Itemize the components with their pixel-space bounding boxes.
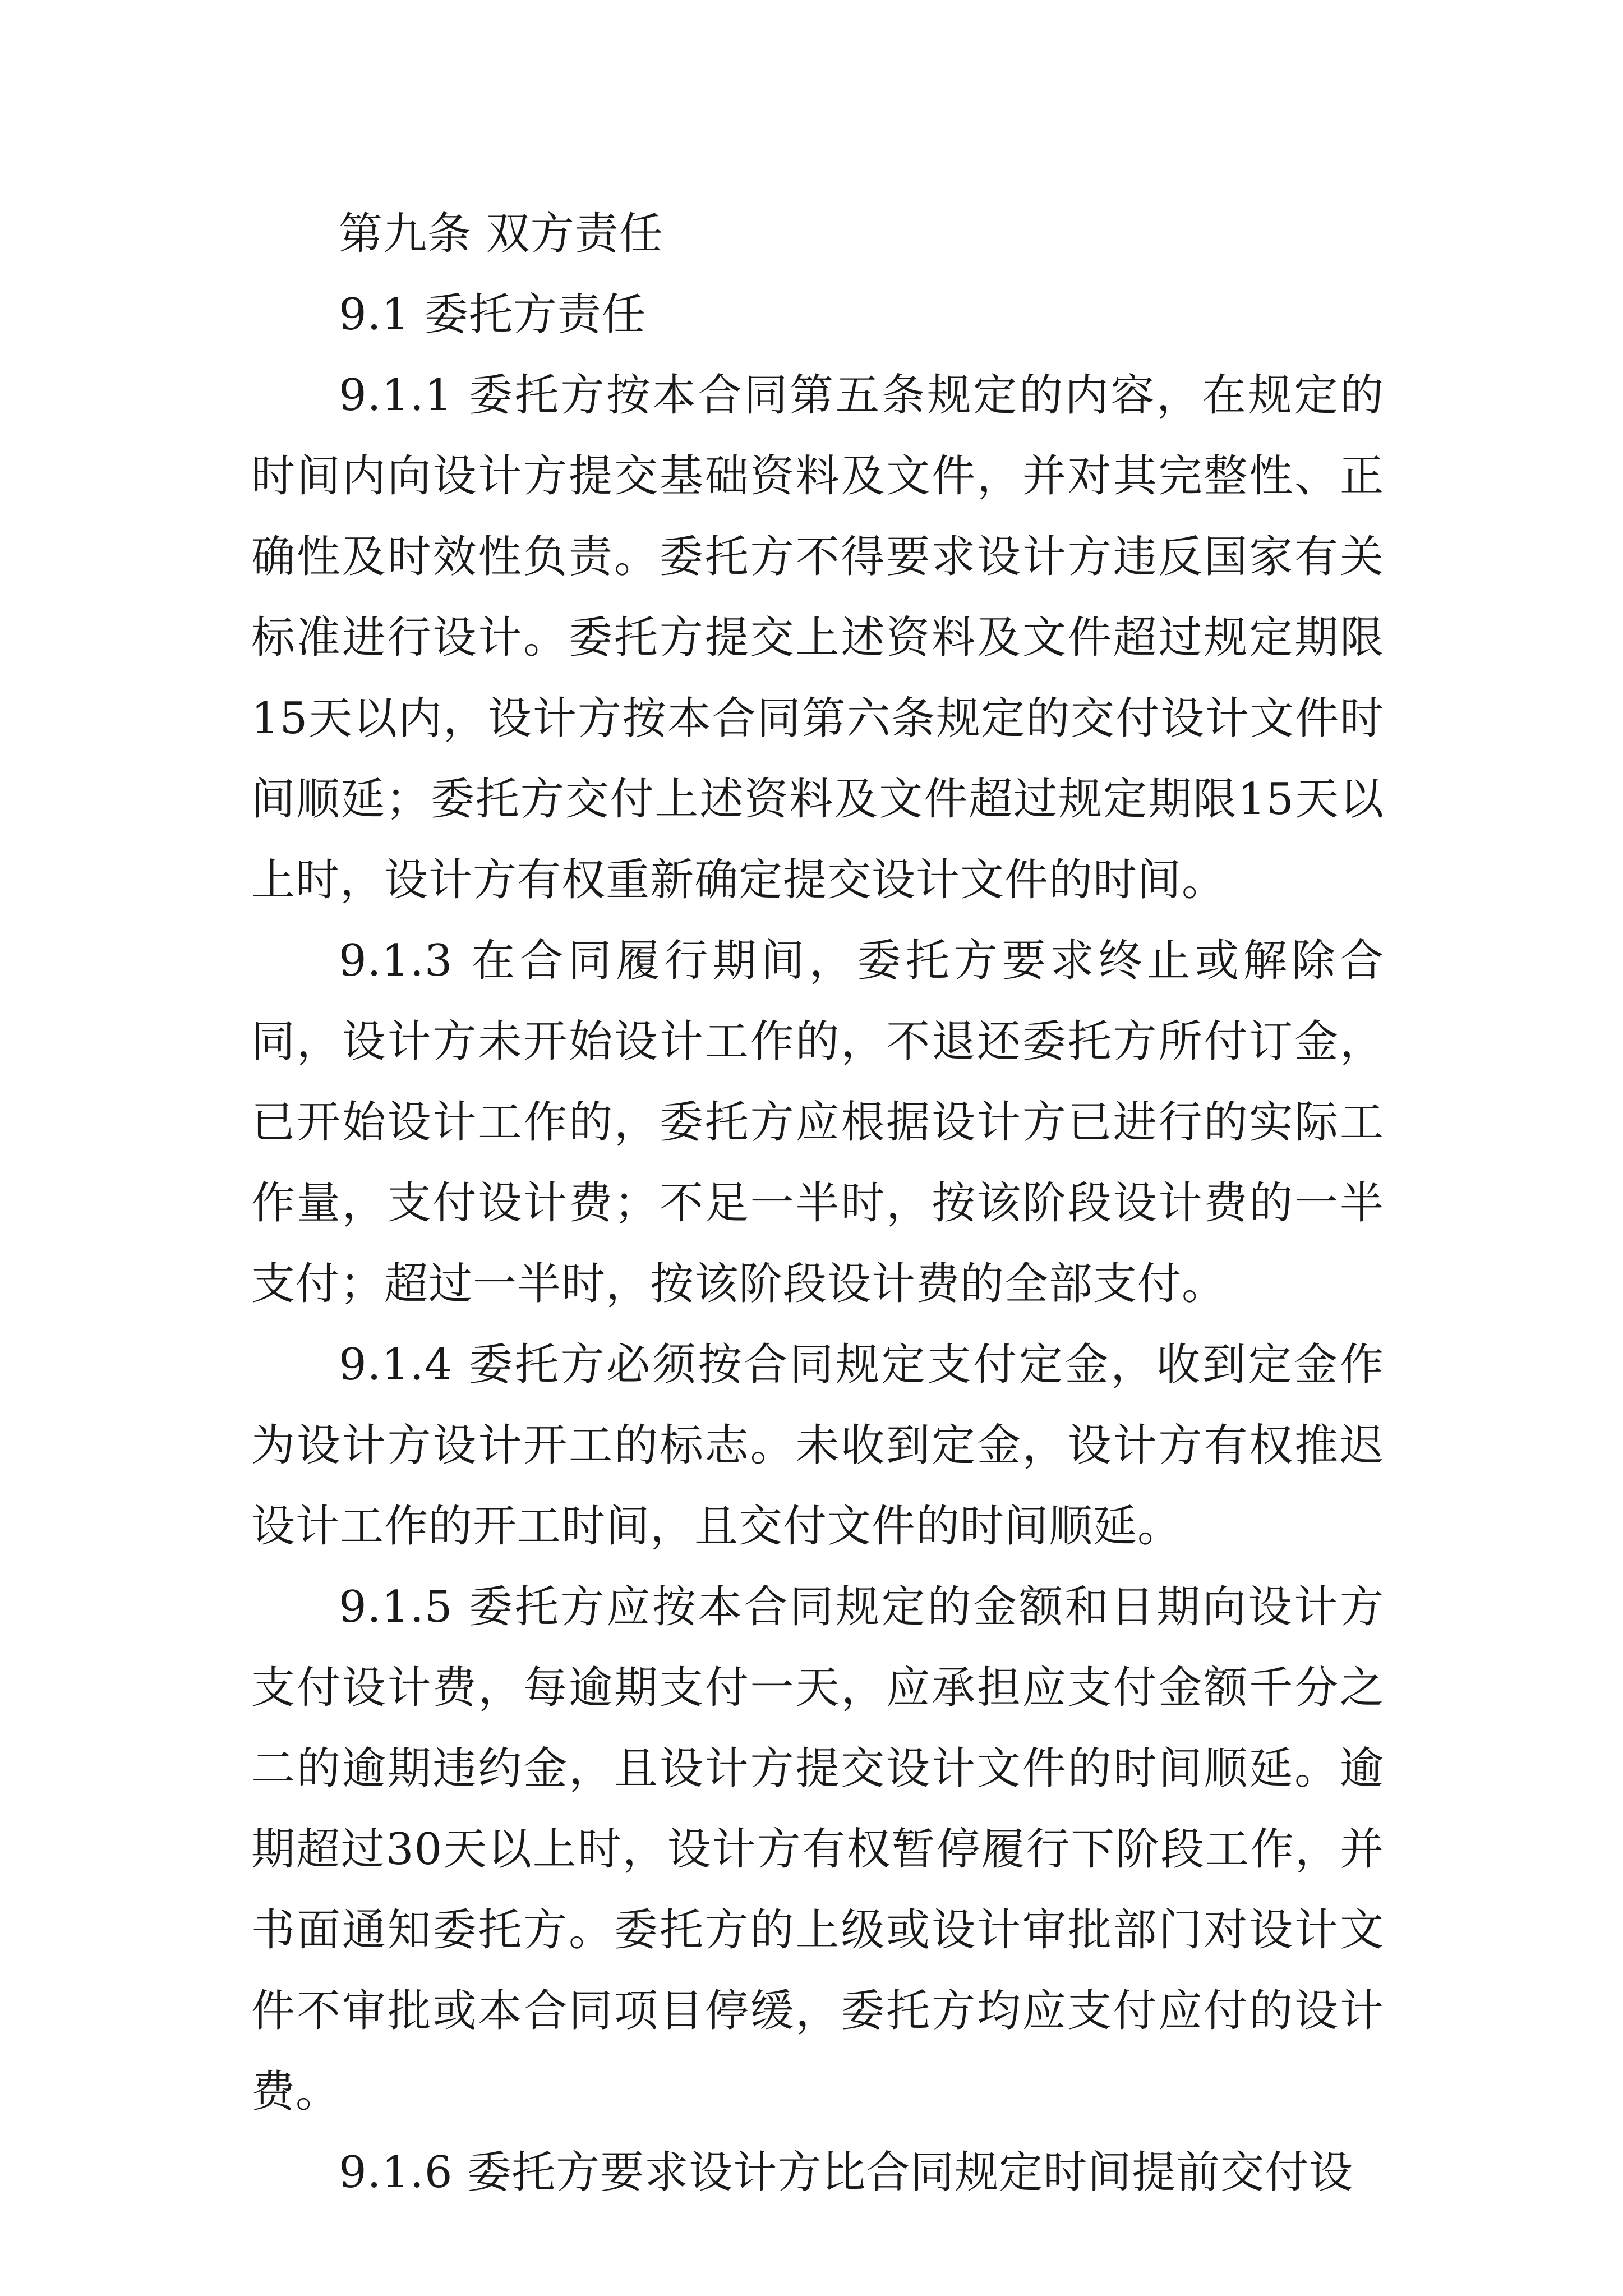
section-heading: 9.1 委托方责任 <box>339 289 646 340</box>
document-body <box>251 194 1384 2213</box>
clause-9-1-4: 9.1.4 委托方必须按合同规定支付定金，收到定金作为设计方设计开工的标志。未收到定金，设计方有权推迟设计工作的开工时间，且交付文件的时间顺延。 <box>251 1340 1384 1552</box>
clause-9-1-5: 9.1.5 委托方应按本合同规定的金额和日期向设计方支付设计费，每逾期支付一天，应承担应支付金额千分之二的逾期违约金，且设计方提交设计文件的时间顺延。逾期超过30天以上时，设计方有权暂停履行下阶段工作，并书面通知委托方。委托方的上级或设计审批部门对设计文件不审批或本合同项目停缓，委托方均应支付应付的设计费。 <box>251 1582 1384 2117</box>
clause-9-1-1: 9.1.1 委托方按本合同第五条规定的内容，在规定的时间内向设计方提交基础资料及文件，并对其完整性、正确性及时效性负责。委托方不得要求设计方违反国家有关标准进行设计。委托方提交上述资料及文件超过规定期限15天以内，设计方按本合同第六条规定的交付设计文件时间顺延；委托方交付上述资料及文件超过规定期限15天以上时，设计方有权重新确定提交设计文件的时间。 <box>251 370 1384 905</box>
clause-9-1-3: 9.1.3 在合同履行期间，委托方要求终止或解除合同，设计方未开始设计工作的，不退还委托方所付订金，已开始设计工作的，委托方应根据设计方已进行的实际工作量，支付设计费；不足一半时，按该阶段设计费的一半支付；超过一半时，按该阶段设计费的全部支付。 <box>251 936 1384 1309</box>
clause-9-1-6: 9.1.6 委托方要求设计方比合同规定时间提前交付设 <box>339 2147 1354 2198</box>
article-heading: 第九条 双方责任 <box>339 209 663 259</box>
